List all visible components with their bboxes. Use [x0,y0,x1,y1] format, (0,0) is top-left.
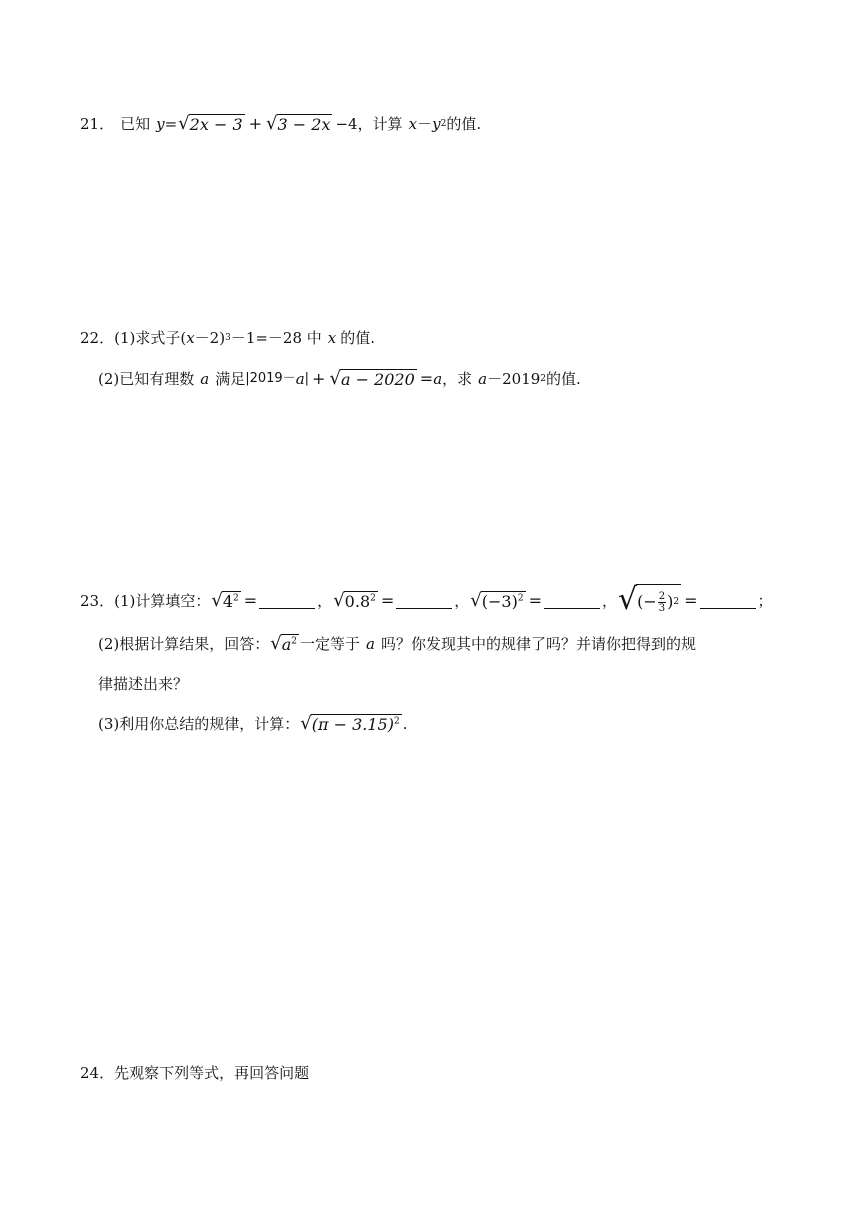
question-23-part-1: 23． (1) 计算填空： √ $4^2$ = ， √ $0.8^2$ = ， √ $(-3)^2$ = ， √ (− $\frac{2}{3}$ ) 2 = ； [80,582,773,617]
sqrt-expression: √ $4^2$ [211,589,239,611]
sqrt-expression: √ $(\pi - 3.15)^2$ [300,713,400,734]
sqrt-expression: √ $a^2$ [270,633,298,654]
question-23-part-2: (2) 根据计算结果，回答： √ $a^2$ 一定等于 a 吗？你发现其中的规律了吗？并请你把得到的规 [98,633,697,654]
question-24-number: 24． [80,1064,115,1082]
question-23-part-3: (3) 利用你总结的规律，计算： √ $(\pi - 3.15)^2$ . [98,713,408,734]
answer-blank[interactable] [259,593,315,609]
question-22-number: 22． [80,329,115,347]
question-23-part-2-continued: 律描述出来？ [98,675,189,693]
question-24: 24． 先观察下列等式，再回答问题 [80,1064,310,1082]
sqrt-expression: √ 2x − 3 [178,113,243,134]
answer-blank[interactable] [700,593,756,609]
question-23-number: 23． [80,591,115,610]
question-22-part-1: 22． (1) 求式子( x －2) 3 －1=－28 中 x 的值. [80,329,376,347]
sqrt-expression: √ $0.8^2$ [333,589,376,611]
answer-blank[interactable] [396,593,452,609]
sqrt-expression: √ (− $\frac{2}{3}$ ) 2 [618,582,680,617]
sqrt-expression: √ a − 2020 [329,368,415,389]
sqrt-expression: √ $(-3)^2$ [470,589,524,611]
sqrt-expression: √ 3 − 2x [266,113,331,134]
question-22-part-2: (2) 已知有理数 a 满足 |2019－ a | + √ a − 2020 = a ，求 a －2019 2 的值. [98,368,581,389]
question-21-number: 21． [80,115,115,133]
answer-blank[interactable] [544,593,600,609]
question-21: 21． 已知 y = √ 2x − 3 + √ 3 − 2x −4 ，计算 x － y 2 的值. [80,113,482,134]
